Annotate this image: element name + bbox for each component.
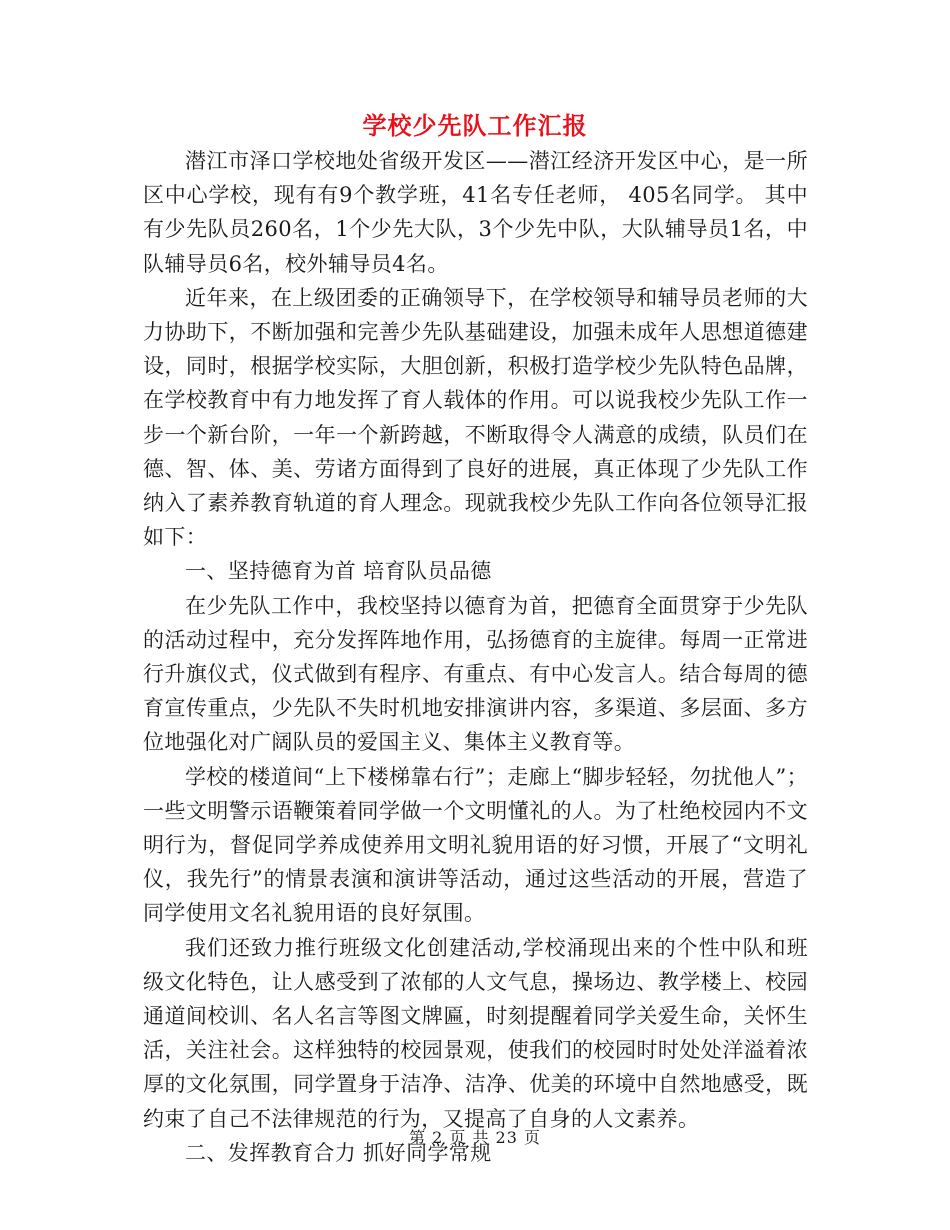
document-title: 学校少先队工作汇报 xyxy=(362,111,588,140)
document-body xyxy=(143,144,808,1170)
page-number-footer: 第 2 页 共 23 页 xyxy=(409,1128,541,1147)
paragraph-school-overview: 潜江市泽口学校地处省级开发区——潜江经济开发区中心，是一所区中心学校，现有有9个教学班，41名专任老师， 405名同学。 其中有少先队员260名，1个少先大队，3个少先中队，大队辅导员1名，中队辅导员6名，校外辅导员4名。 xyxy=(143,149,808,276)
paragraph-class-culture: 我们还致力推行班级文化创建活动,学校涌现出来的个性中队和班级文化特色，让人感受到了浓郁的人文气息，操场边、教学楼上、校园通道间校训、名人名言等图文牌匾，时刻提醒着同学关爱生命，关怀生活，关注社会。这样独特的校园景观，使我们的校园时时处处洋溢着浓厚的文化氛围，同学置身于洁净、洁净、优美的环境中自然地感受，既约束了自己不法律规范的行为，又提高了自身的人文素养。 xyxy=(143,935,808,1131)
paragraph-moral-education: 在少先队工作中，我校坚持以德育为首，把德育全面贯穿于少先队的活动过程中，充分发挥阵地作用，弘扬德育的主旋律。每周一正常进行升旗仪式，仪式做到有程序、有重点、有中心发言人。结合每周的德育宣传重点，少先队不失时机地安排演讲内容，多渠道、多层面、多方位地强化对广阔队员的爱国主义、集体主义教育等。 xyxy=(143,593,808,755)
paragraph-recent-years: 近年来，在上级团委的正确领导下，在学校领导和辅导员老师的大力协助下，不断加强和完善少先队基础建设，加强未成年人思想道德建设，同时，根据学校实际，大胆创新，积极打造学校少先队特色品牌，在学校教育中有力地发挥了育人载体的作用。可以说我校少先队工作一步一个新台阶，一年一个新跨越，不断取得令人满意的成绩，队员们在德、智、体、美、劳诸方面得到了良好的进展，真正体现了少先队工作纳入了素养教育轨道的育人理念。现就我校少先队工作向各位领导汇报如下： xyxy=(143,285,808,550)
paragraph-civility: 学校的楼道间“上下楼梯靠右行”；走廊上“脚步轻轻，勿扰他人”；一些文明警示语鞭策着同学做一个文明懂礼的人。为了杜绝校园内不文明行为，督促同学养成使养用文明礼貌用语的好习惯，开展了“文明礼仪，我先行”的情景表演和演讲等活动，通过这些活动的开展，营造了同学使用文名礼貌用语的良好氛围。 xyxy=(143,764,808,926)
section-heading-2: 二、发挥教育合力 抓好同学常规 xyxy=(185,1140,492,1165)
section-heading-1: 一、坚持德育为首 培育队员品德 xyxy=(185,559,492,584)
